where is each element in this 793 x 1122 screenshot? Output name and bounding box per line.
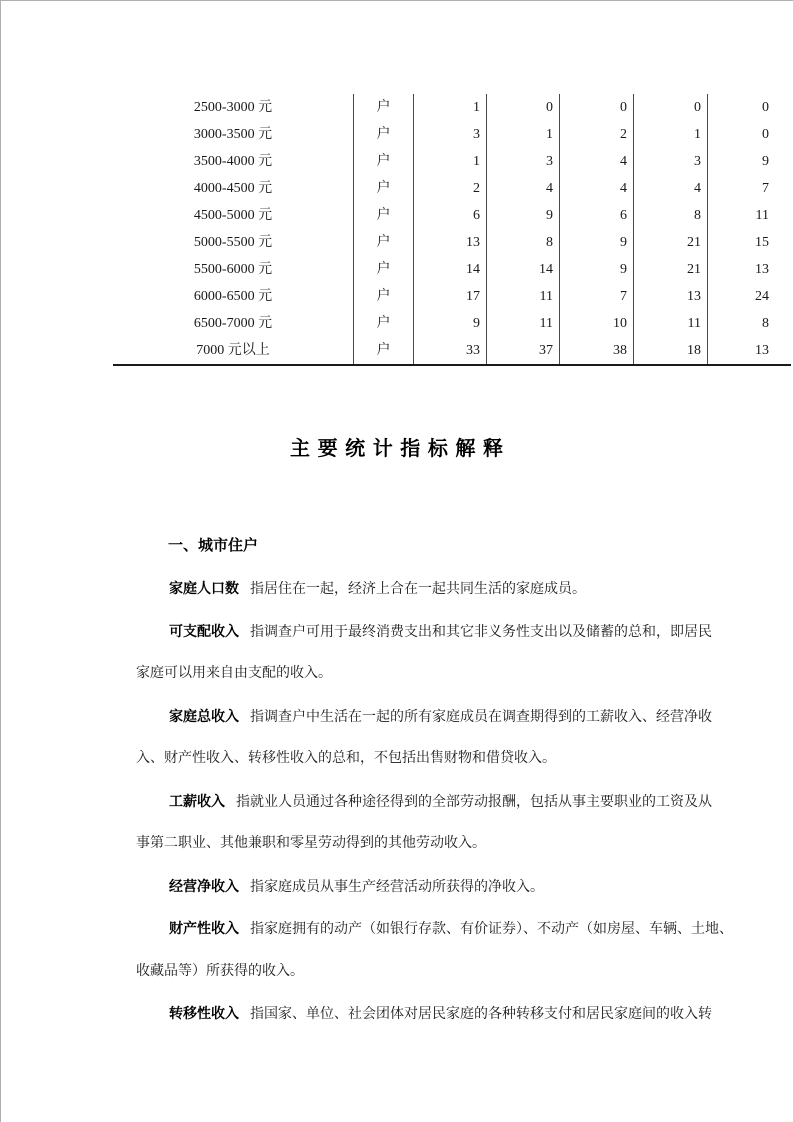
definition-text: 家庭可以用来自由支配的收入。: [136, 666, 332, 681]
value-cell: 21: [633, 256, 707, 283]
value-cell: 9: [413, 310, 486, 337]
definition-text: 指就业人员通过各种途径得到的全部劳动报酬，包括从事主要职业的工资及从: [236, 795, 712, 810]
value-cell: 3: [486, 148, 559, 175]
value-cell: 13: [707, 337, 791, 364]
value-cell: 14: [486, 256, 559, 283]
unit-cell: 户: [353, 256, 413, 283]
value-cell: 6: [413, 202, 486, 229]
value-cell: 6: [559, 202, 633, 229]
definition-text: 指调查户中生活在一起的所有家庭成员在调查期得到的工薪收入、经营净收: [250, 710, 712, 725]
value-cell: 4: [486, 175, 559, 202]
definition-term: 家庭人口数: [169, 580, 239, 596]
table-row: [113, 283, 791, 310]
value-cell: 11: [486, 283, 559, 310]
table-row: [113, 229, 791, 256]
value-cell: 4: [559, 148, 633, 175]
value-cell: 11: [486, 310, 559, 337]
value-cell: 24: [707, 283, 791, 310]
value-cell: 3: [633, 148, 707, 175]
definition-line-continued: [136, 750, 756, 767]
value-cell: 9: [707, 148, 791, 175]
definition-line: [136, 1005, 789, 1023]
value-cell: 37: [486, 337, 559, 364]
definition-text: 指家庭拥有的动产（如银行存款、有价证券）、不动产（如房屋、车辆、土地、: [250, 922, 733, 937]
unit-cell: 户: [353, 94, 413, 121]
value-cell: 17: [413, 283, 486, 310]
definition-line: [136, 580, 789, 598]
value-cell: 33: [413, 337, 486, 364]
value-cell: 13: [707, 256, 791, 283]
value-cell: 11: [633, 310, 707, 337]
definition-term: 工薪收入: [169, 793, 225, 809]
income-range-cell: 6000-6500 元: [193, 289, 273, 304]
value-cell: 0: [633, 94, 707, 121]
value-cell: 1: [633, 121, 707, 148]
table-row: [113, 148, 791, 175]
section-heading: 一、城市住户: [168, 537, 259, 554]
income-range-cell: 3000-3500 元: [193, 127, 273, 142]
unit-cell: 户: [353, 121, 413, 148]
value-cell: 14: [413, 256, 486, 283]
definition-line: [136, 623, 789, 641]
unit-cell: 户: [353, 310, 413, 337]
definition-term: 经营净收入: [169, 878, 239, 894]
income-range-cell: 2500-3000 元: [193, 100, 273, 115]
income-range-cell: 4500-5000 元: [193, 208, 273, 223]
table-row: [113, 310, 791, 337]
value-cell: 7: [707, 175, 791, 202]
value-cell: 0: [559, 94, 633, 121]
income-range-cell: 3500-4000 元: [193, 154, 273, 169]
definition-term: 可支配收入: [169, 623, 239, 639]
value-cell: 9: [559, 229, 633, 256]
value-cell: 1: [413, 94, 486, 121]
unit-cell: 户: [353, 175, 413, 202]
definition-line-continued: [136, 665, 756, 682]
value-cell: 21: [633, 229, 707, 256]
value-cell: 13: [633, 283, 707, 310]
unit-cell: 户: [353, 148, 413, 175]
table-row: [113, 256, 791, 283]
value-cell: 10: [559, 310, 633, 337]
unit-cell: 户: [353, 337, 413, 364]
definition-term: 转移性收入: [169, 1005, 239, 1021]
value-cell: 9: [486, 202, 559, 229]
value-cell: 8: [486, 229, 559, 256]
value-cell: 8: [633, 202, 707, 229]
table-row: [113, 175, 791, 202]
income-range-cell: 7000 元以上: [196, 343, 270, 358]
definition-text: 入、财产性收入、转移性收入的总和，不包括出售财物和借贷收入。: [136, 751, 556, 766]
income-range-cell: 5500-6000 元: [193, 262, 273, 277]
value-cell: 7: [559, 283, 633, 310]
value-cell: 3: [413, 121, 486, 148]
value-cell: 4: [633, 175, 707, 202]
value-cell: 1: [486, 121, 559, 148]
definition-line: [136, 920, 789, 938]
income-distribution-table: [113, 94, 791, 366]
definition-line-continued: [136, 835, 756, 852]
value-cell: 0: [707, 121, 791, 148]
value-cell: 1: [413, 148, 486, 175]
income-range-cell: 5000-5500 元: [193, 235, 273, 250]
definition-term: 财产性收入: [169, 920, 239, 936]
definition-line: [136, 708, 789, 726]
value-cell: 11: [707, 202, 791, 229]
value-cell: 18: [633, 337, 707, 364]
value-cell: 2: [559, 121, 633, 148]
definition-text: 事第二职业、其他兼职和零星劳动得到的其他劳动收入。: [136, 836, 486, 851]
value-cell: 0: [486, 94, 559, 121]
value-cell: 2: [413, 175, 486, 202]
unit-cell: 户: [353, 202, 413, 229]
value-cell: 13: [413, 229, 486, 256]
definition-text: 收藏品等）所获得的收入。: [136, 964, 304, 979]
definition-line: [136, 878, 789, 896]
value-cell: 38: [559, 337, 633, 364]
value-cell: 4: [559, 175, 633, 202]
definition-term: 家庭总收入: [169, 708, 239, 724]
value-cell: 8: [707, 310, 791, 337]
table-row: [113, 337, 791, 364]
definition-text: 指调查户可用于最终消费支出和其它非义务性支出以及储蓄的总和，即居民: [250, 625, 712, 640]
income-range-cell: 6500-7000 元: [193, 316, 273, 331]
table-row: [113, 121, 791, 148]
table-row: [113, 202, 791, 229]
definition-text: 指国家、单位、社会团体对居民家庭的各种转移支付和居民家庭间的收入转: [250, 1007, 712, 1022]
value-cell: 0: [707, 94, 791, 121]
income-range-cell: 4000-4500 元: [193, 181, 273, 196]
unit-cell: 户: [353, 229, 413, 256]
definition-line-continued: [136, 963, 756, 980]
page-title: 主 要 统 计 指 标 解 释: [290, 438, 504, 460]
table-row: [113, 94, 791, 121]
definition-text: 指居住在一起，经济上合在一起共同生活的家庭成员。: [250, 582, 586, 597]
definition-line: [136, 793, 789, 811]
value-cell: 15: [707, 229, 791, 256]
definition-text: 指家庭成员从事生产经营活动所获得的净收入。: [250, 880, 544, 895]
value-cell: 9: [559, 256, 633, 283]
unit-cell: 户: [353, 283, 413, 310]
